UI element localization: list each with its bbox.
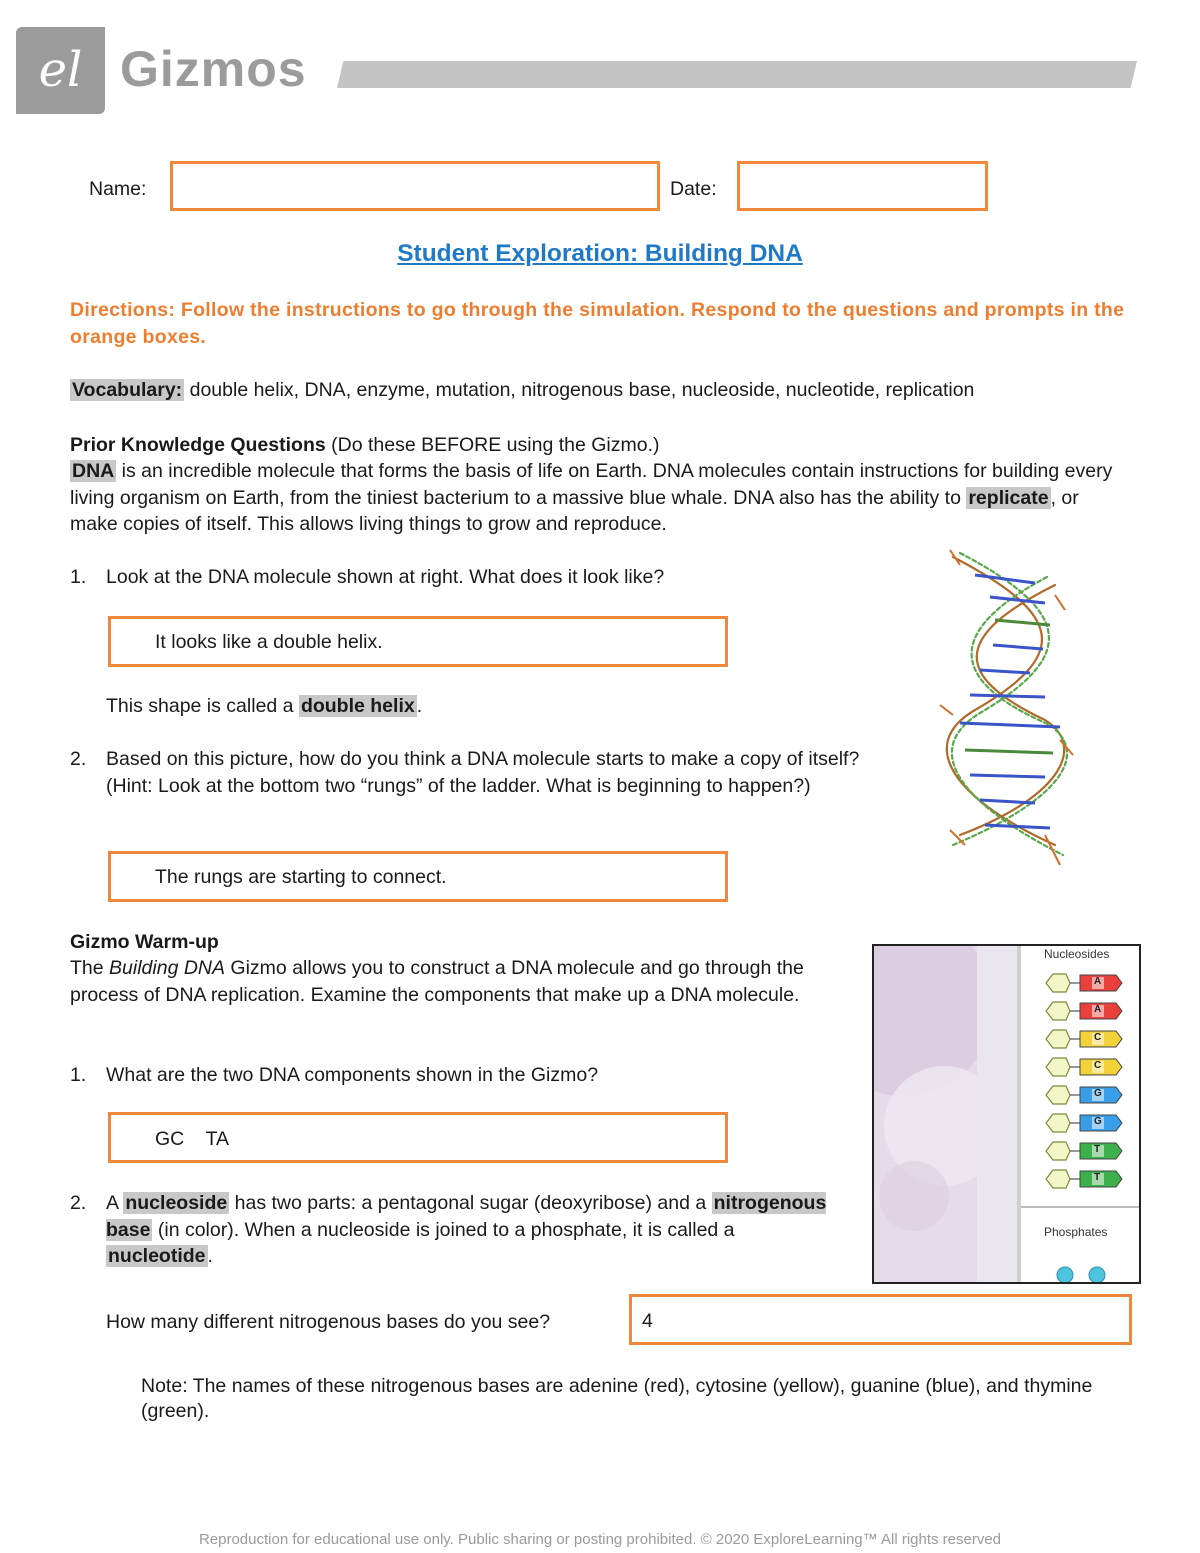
q2-text-d: . <box>207 1245 213 1267</box>
q2-text-c: (in color). When a nucleoside is joined to a phosphate, it is called a <box>152 1218 735 1241</box>
bases-answer-box[interactable] <box>629 1294 1132 1345</box>
nucleoside-item[interactable] <box>1044 1112 1124 1134</box>
bases-question: How many different nitrogenous bases do you see? <box>106 1311 551 1333</box>
warmup-question-1: What are the two DNA components shown in the Gizmo? <box>106 1064 599 1086</box>
question-number: 2. <box>70 748 87 770</box>
nucleosides-label: Nucleosides <box>1044 947 1110 961</box>
question-number: 1. <box>70 1064 87 1086</box>
question-number: 1. <box>70 566 87 588</box>
prior-knowledge-title: Prior Knowledge Questions <box>70 434 326 456</box>
nucleoside-item[interactable] <box>1044 1168 1124 1190</box>
base-letter: A <box>1094 976 1102 987</box>
directions: Directions: Follow the instructions to go through the simulation. Respond to the questions and prompts in the orange boxes. <box>70 299 1125 348</box>
brand-name: Gizmos <box>120 41 307 97</box>
nucleoside-item[interactable] <box>1044 1084 1124 1106</box>
prior-knowledge-heading <box>70 432 1130 459</box>
term-replicate: replicate <box>968 486 1049 509</box>
logo <box>16 27 105 114</box>
dna-helix-image <box>935 545 1085 875</box>
answer-box-1[interactable] <box>108 616 728 667</box>
warmup-heading: Gizmo Warm-up <box>70 931 219 953</box>
nucleoside-item[interactable] <box>1044 972 1124 994</box>
term-nucleoside: nucleoside <box>125 1192 228 1214</box>
base-letter: T <box>1094 1172 1101 1183</box>
term-dna: DNA <box>72 460 115 482</box>
warmup-intro-b: Gizmo allows you to construct a DNA molecule and go through the process of DNA replication. Examine the components that make up a DNA molecule. <box>70 957 804 1006</box>
answer-2: The rungs are starting to connect. <box>155 866 447 888</box>
answer-1: It looks like a double helix. <box>155 631 383 653</box>
question-1: Look at the DNA molecule shown at right. What does it look like? <box>106 566 665 588</box>
nucleoside-item[interactable] <box>1044 1056 1124 1078</box>
base-letter: C <box>1094 1060 1102 1071</box>
q2-text-b: has two parts: a pentagonal sugar (deoxyribose) and a <box>229 1192 712 1214</box>
intro-text-a: is an incredible molecule that forms the basis of life on Earth. DNA molecules contain instructions for building every living organism on Earth, from the tiniest bacterium to a massive blue whale. DNA also has the ability to <box>70 460 1113 509</box>
term-double-helix: double helix <box>300 695 415 717</box>
nucleoside-shape <box>1044 1028 1124 1050</box>
nucleoside-shape <box>1044 1112 1124 1134</box>
bases-note: Note: The names of these nitrogenous bases are adenine (red), cytosine (yellow), guanine (blue), and thymine (green). <box>141 1375 1093 1422</box>
warmup-intro-italic: Building DNA <box>109 957 226 979</box>
nucleoside-item[interactable] <box>1044 1028 1124 1050</box>
intro-text-b: , or make copies of itself. This allows living things to grow and reproduce. <box>70 486 1079 535</box>
header-bar <box>337 61 1137 88</box>
base-letter: C <box>1094 1032 1102 1043</box>
name-field[interactable] <box>170 161 660 211</box>
nucleoside-item[interactable] <box>1044 1000 1124 1022</box>
phosphates-label: Phosphates <box>1044 1225 1108 1239</box>
name-label: Name: <box>89 178 147 200</box>
page-title: Student Exploration: Building DNA <box>397 240 803 267</box>
vocabulary <box>70 377 1130 404</box>
date-label: Date: <box>670 178 717 200</box>
footer: Reproduction for educational use only. Public sharing or posting prohibited. © 2020 ExploreLearning™ All rights reserved <box>198 1531 1002 1548</box>
nucleoside-shape <box>1044 1140 1124 1162</box>
nucleoside-shape <box>1044 972 1124 994</box>
base-letter: G <box>1094 1088 1102 1099</box>
warmup-question-2 <box>106 1190 846 1270</box>
base-letter: A <box>1094 1004 1102 1015</box>
bases-answer: 4 <box>642 1310 653 1332</box>
prior-knowledge-intro <box>70 458 1128 538</box>
nucleoside-item[interactable] <box>1044 1140 1124 1162</box>
q2-text-a: A <box>106 1192 124 1214</box>
warmup-answer-1: GC TA <box>155 1128 230 1150</box>
base-letter: T <box>1094 1144 1101 1155</box>
vocabulary-terms: double helix, DNA, enzyme, mutation, nitrogenous base, nucleoside, nucleotide, replication <box>184 379 975 401</box>
warmup-intro <box>70 955 840 1008</box>
shape-text-b: . <box>416 695 423 717</box>
prior-knowledge-note: (Do these BEFORE using the Gizmo.) <box>325 434 660 456</box>
nucleoside-shape <box>1044 1000 1124 1022</box>
logo-glyph: el <box>38 42 83 98</box>
shape-sentence <box>106 693 422 720</box>
vocabulary-label: Vocabulary: <box>72 379 183 401</box>
warmup-intro-a: The <box>70 957 110 979</box>
question-2: Based on this picture, how do you think a DNA molecule starts to make a copy of itself? (Hint: Look at the bottom two “rungs” of the ladder. What is beginning to happen?) <box>106 748 860 797</box>
date-field[interactable] <box>737 161 988 211</box>
answer-box-2[interactable] <box>108 851 728 902</box>
term-nitrogenous-base: nitrogenous base <box>106 1192 827 1241</box>
base-letter: G <box>1094 1116 1102 1127</box>
question-number: 2. <box>70 1192 87 1214</box>
term-nucleotide: nucleotide <box>108 1245 206 1267</box>
nucleoside-shape <box>1044 1084 1124 1106</box>
warmup-answer-box-1[interactable] <box>108 1112 728 1163</box>
nucleoside-shape <box>1044 1168 1124 1190</box>
gizmo-screenshot <box>872 944 1141 1284</box>
nucleoside-shape <box>1044 1056 1124 1078</box>
shape-text-a: This shape is called a <box>106 695 299 717</box>
